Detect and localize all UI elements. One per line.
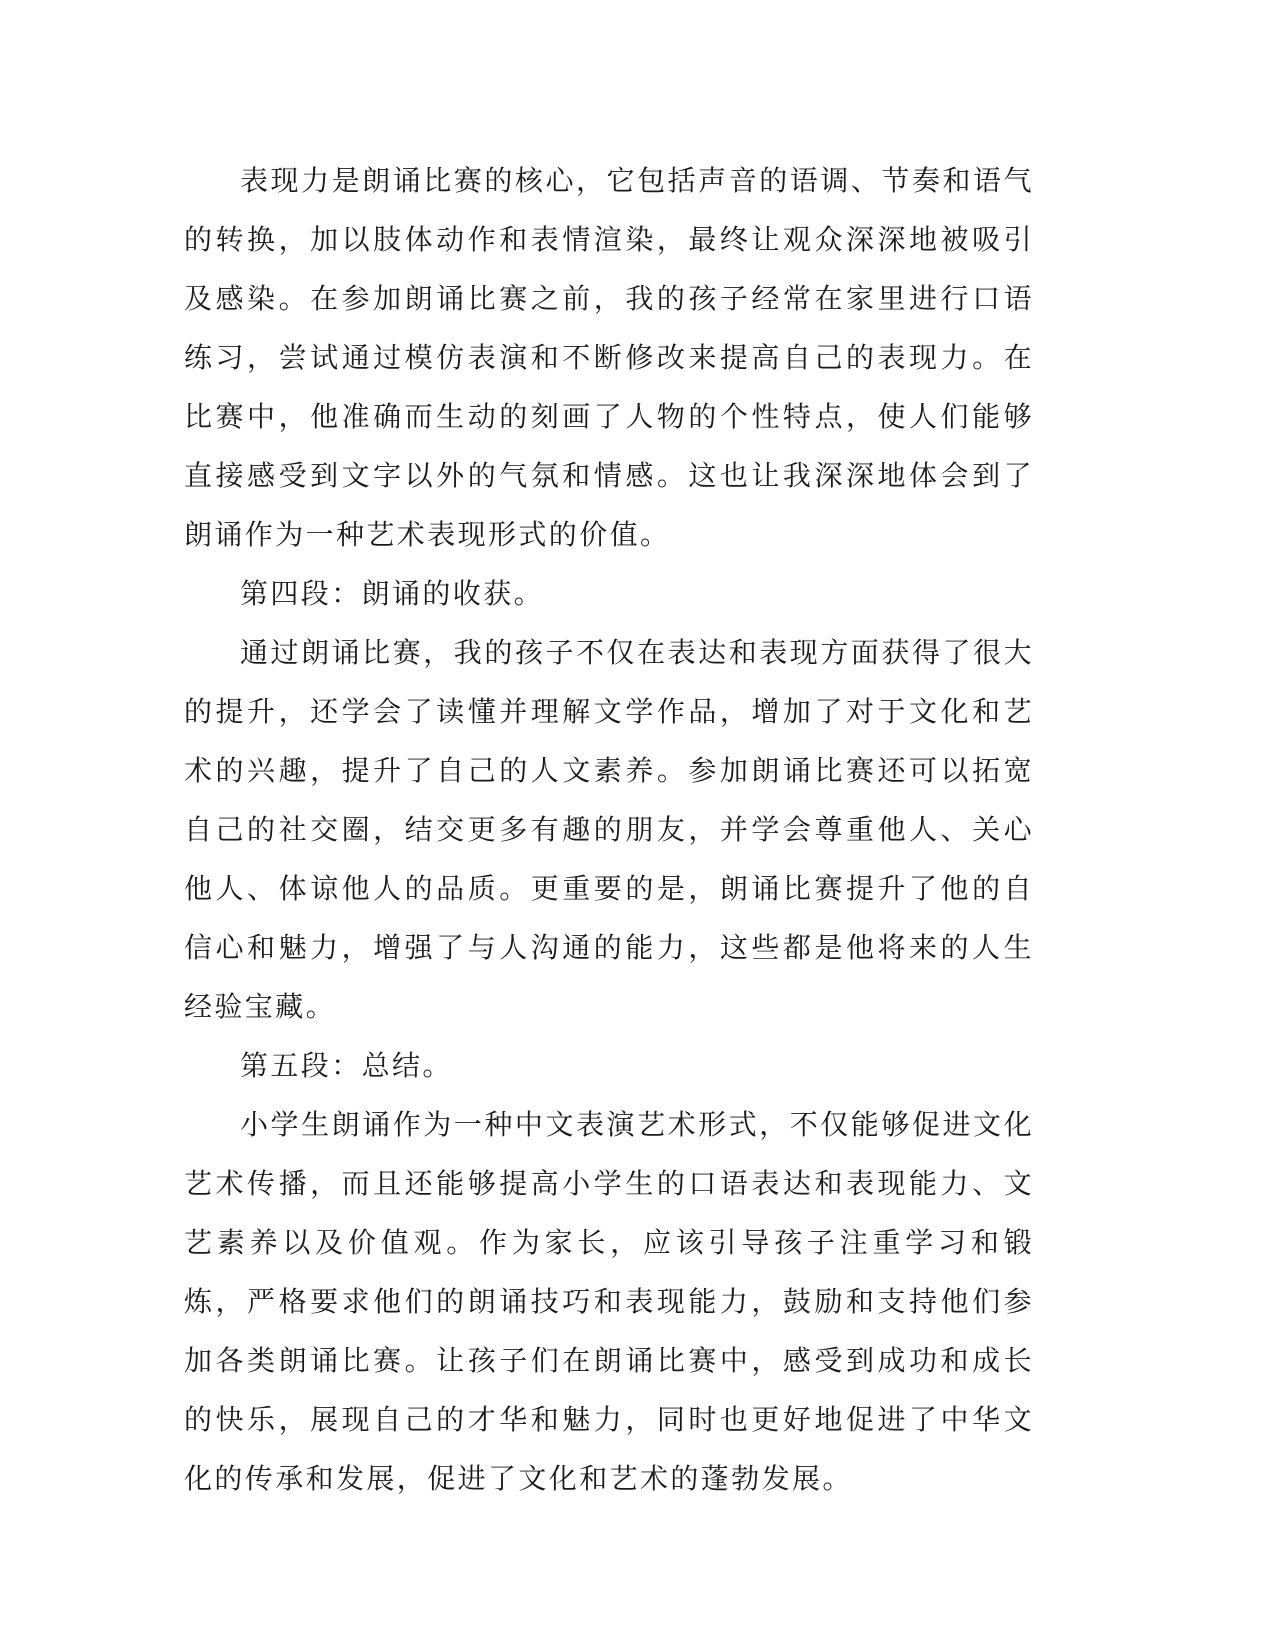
paragraph-gains: 通过朗诵比赛，我的孩子不仅在表达和表现方面获得了很大的提升，还学会了读懂并理解文学作品，增加了对于文化和艺术的兴趣，提升了自己的人文素养。参加朗诵比赛还可以拓宽自己的社交圈，结交更多有趣的朋友，并学会尊重他人、关心他人、体谅他人的品质。更重要的是，朗诵比赛提升了他的自信心和魅力，增强了与人沟通的能力，这些都是他将来的人生经验宝藏。 <box>184 636 1034 1023</box>
paragraph-expressiveness: 表现力是朗诵比赛的核心，它包括声音的语调、节奏和语气的转换，加以肢体动作和表情渲染，最终让观众深深地被吸引及感染。在参加朗诵比赛之前，我的孩子经常在家里进行口语练习，尝试通过模仿表演和不断修改来提高自己的表现力。在比赛中，他准确而生动的刻画了人物的个性特点，使人们能够直接感受到文字以外的气氛和情感。这也让我深深地体会到了朗诵作为一种艺术表现形式的价值。 <box>184 164 1034 551</box>
section-heading-4: 第四段：朗诵的收获。 <box>240 577 545 610</box>
document-body <box>184 151 1034 1508</box>
paragraph-summary: 小学生朗诵作为一种中文表演艺术形式，不仅能够促进文化艺术传播，而且还能够提高小学生的口语表达和表现能力、文艺素养以及价值观。作为家长，应该引导孩子注重学习和锻炼，严格要求他们的朗诵技巧和表现能力，鼓励和支持他们参加各类朗诵比赛。让孩子们在朗诵比赛中，感受到成功和成长的快乐，展现自己的才华和魅力，同时也更好地促进了中华文化的传承和发展，促进了文化和艺术的蓬勃发展。 <box>184 1108 1034 1495</box>
section-heading-5: 第五段：总结。 <box>240 1049 453 1082</box>
